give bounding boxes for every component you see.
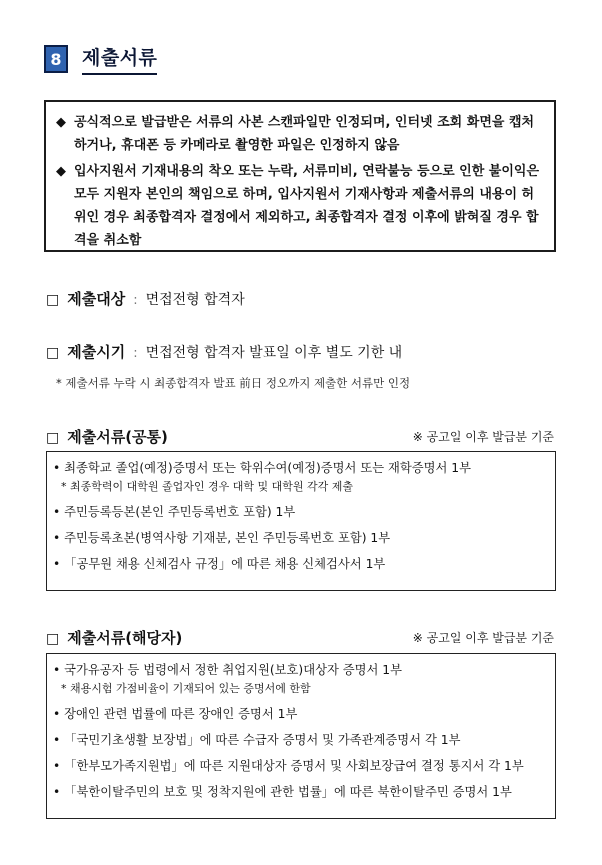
applicable-docs-label: 제출서류(해당자) xyxy=(67,629,183,647)
list-item: • 「북한이탈주민의 보호 및 정착지원에 관한 법률」에 따른 북한이탈주민 증명서 1부 xyxy=(53,785,512,799)
target-label: 제출대상 xyxy=(67,290,126,308)
timing-colon: : xyxy=(133,346,138,361)
notice-item xyxy=(56,111,544,157)
list-item-note: * 최종학력이 대학원 졸업자인 경우 대학 및 대학원 각각 제출 xyxy=(61,480,353,493)
list-item: • 「국민기초생활 보장법」에 따른 수급자 증명서 및 가족관계증명서 각 1부 xyxy=(53,733,461,747)
list-item: • 「한부모가족지원법」에 따른 지원대상자 증명서 및 사회보장급여 결정 통지서 각 1부 xyxy=(53,759,524,773)
list-item: • 「공무원 채용 신체검사 규정」에 따른 채용 신체검사서 1부 xyxy=(53,557,386,571)
checkbox-square-icon: □ xyxy=(46,631,60,647)
timing-label: 제출시기 xyxy=(67,343,126,361)
section-number-badge: 8 xyxy=(44,45,68,73)
target-value: 면접전형 합격자 xyxy=(145,292,245,308)
timing-value: 면접전형 합격자 발표일 이후 별도 기한 내 xyxy=(145,345,403,361)
list-item: • 주민등록초본(병역사항 기재분, 본인 주민등록번호 포함) 1부 xyxy=(53,531,391,545)
list-item: • 주민등록등본(본인 주민등록번호 포함) 1부 xyxy=(53,505,296,519)
submission-target xyxy=(46,288,245,309)
common-docs-ref-note: ※ 공고일 이후 발급분 기준 xyxy=(412,430,554,444)
diamond-bullet-icon: ◆ xyxy=(56,164,66,179)
section-header xyxy=(44,43,157,75)
common-docs-label: 제출서류(공통) xyxy=(67,428,168,446)
checkbox-square-icon: □ xyxy=(46,430,60,446)
common-docs-heading xyxy=(46,426,168,447)
applicable-docs-ref-note: ※ 공고일 이후 발급분 기준 xyxy=(412,631,554,645)
section-title: 제출서류 xyxy=(82,43,157,75)
checkbox-square-icon: □ xyxy=(46,292,60,308)
notice-text: 공식적으로 발급받은 서류의 사본 스캔파일만 인정되며, 인터넷 조회 화면을 캡처하거나, 휴대폰 등 카메라로 촬영한 파일은 인정하지 않음 xyxy=(74,115,535,153)
timing-note: * 제출서류 누락 시 최종합격자 발표 前日 정오까지 제출한 서류만 인정 xyxy=(56,376,411,390)
list-item-note: * 채용시험 가점비율이 기재되어 있는 증명서에 한함 xyxy=(61,682,311,695)
checkbox-square-icon: □ xyxy=(46,345,60,361)
applicable-docs-box xyxy=(46,653,556,819)
list-item: • 국가유공자 등 법령에서 정한 취업지원(보호)대상자 증명서 1부 xyxy=(53,663,403,677)
list-item: • 최종학교 졸업(예정)증명서 또는 학위수여(예정)증명서 또는 재학증명서 1부 xyxy=(53,461,471,475)
notice-box xyxy=(44,100,556,252)
submission-timing xyxy=(46,341,402,362)
notice-item xyxy=(56,160,544,252)
diamond-bullet-icon: ◆ xyxy=(56,115,66,130)
notice-text: 입사지원서 기재내용의 착오 또는 누락, 서류미비, 연락불능 등으로 인한 불이익은 모두 지원자 본인의 책임으로 하며, 입사지원서 기재사항과 제출서류의 내용이 허위인 경우 최종합격자 결정에서 제외하고, 최종합격자 결정 이후에 밝혀질 경우 합격을 취소함 xyxy=(74,164,540,248)
common-docs-box xyxy=(46,451,556,591)
target-colon: : xyxy=(133,293,138,308)
applicable-docs-heading xyxy=(46,627,182,648)
list-item: • 장애인 관련 법률에 따른 장애인 증명서 1부 xyxy=(53,707,298,721)
